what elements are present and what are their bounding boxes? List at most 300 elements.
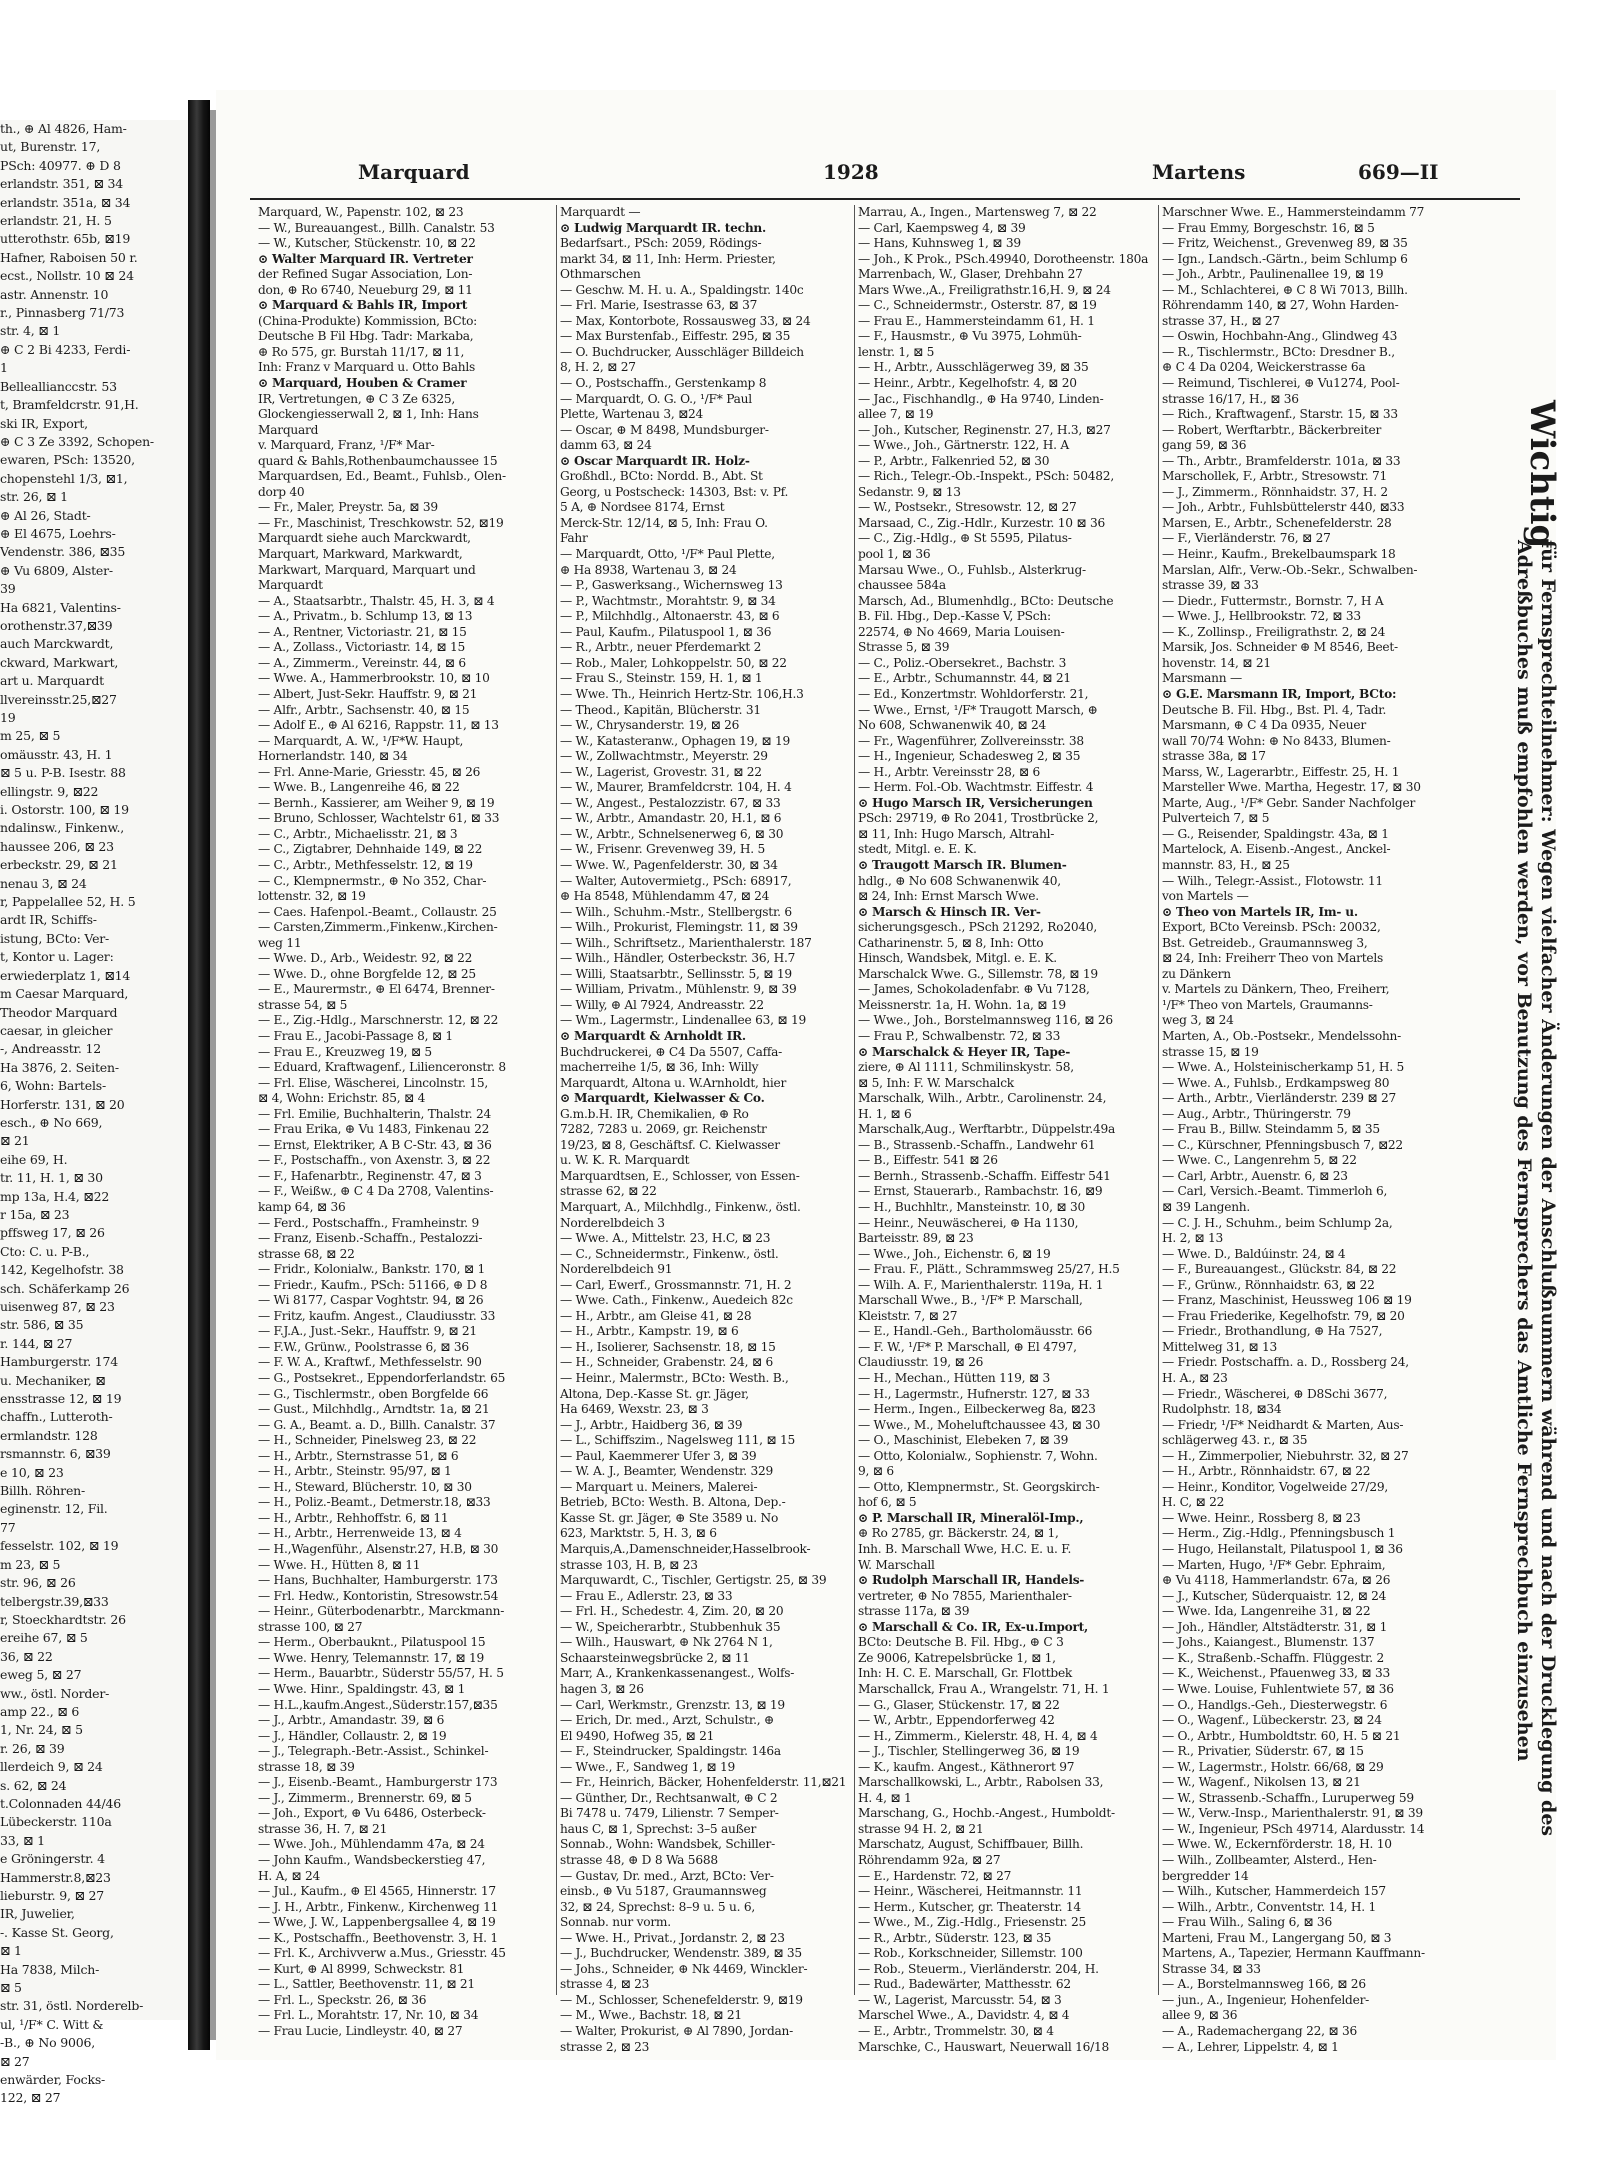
- entry-line: v. Martels zu Dänkern, Theo, Freiherr,: [1162, 982, 1390, 997]
- entry-line: Marschallkowski, L., Arbtr., Rabolsen 33,: [858, 1775, 1104, 1790]
- text-line: -, Andreasstr. 12: [0, 1041, 101, 1057]
- header-rule: [250, 198, 1520, 200]
- entry-line: hof 6, ⊠ 5: [858, 1495, 917, 1510]
- column-2: [560, 205, 850, 2054]
- entry-line: — Herm., Bauarbtr., Süderstr 55/57, H. 5: [258, 1666, 504, 1681]
- entry-line: — Adolf E., ⊕ Al 6216, Rappstr. 11, ⊠ 13: [258, 718, 499, 733]
- entry-line: Marquart, Markward, Markwardt,: [258, 547, 463, 562]
- entry-line: — P., Wachtmstr., Morahtstr. 9, ⊠ 34: [560, 593, 776, 608]
- entry-line: — Franz, Eisenb.-Schaffn., Pestalozzi-: [258, 1231, 483, 1246]
- entry-line: — W., Lagerist, Marcusstr. 54, ⊠ 3: [858, 1992, 1062, 2007]
- entry-line: Mittelweg 31, ⊠ 13: [1162, 1339, 1277, 1354]
- entry-line: Marquis,A.,Damenschneider,Hasselbrook-: [560, 1542, 811, 1557]
- entry-line: — Frau E., Jacobi-Passage 8, ⊠ 1: [258, 1028, 453, 1043]
- text-line: ⊕ C 2 Bi 4233, Ferdi-: [0, 341, 131, 357]
- entry-line: strasse 48, ⊕ D 8 Wa 5688: [560, 1852, 718, 1867]
- text-line: -B., ⊕ No 9006,: [0, 2035, 95, 2051]
- entry-line: — W., Wagenf., Nikolsen 13, ⊠ 21: [1162, 1775, 1361, 1790]
- entry-line: — Rud., Badewärter, Matthesstr. 62: [858, 1977, 1071, 1992]
- entry-line: Marquardtsen, E., Schlosser, von Essen-: [560, 1168, 800, 1183]
- entry-line: — Ernst, Elektriker, A B C-Str. 43, ⊠ 36: [258, 1137, 492, 1152]
- entry-line: Marquard, W., Papenstr. 102, ⊠ 23: [258, 205, 464, 219]
- entry-line: Marquart, A., Milchhdlg., Finkenw., östl.: [560, 1200, 801, 1214]
- entry-line: — Fr., Maschinist, Treschkowstr. 52, ⊠19: [258, 515, 504, 530]
- entry-line: — Wwe. D., Baldúinstr. 24, ⊠ 4: [1162, 1246, 1346, 1261]
- entry-line: damm 63, ⊠ 24: [560, 438, 652, 453]
- entry-line: — G., Postsekret., Eppendorferlandstr. 65: [258, 1371, 506, 1386]
- entry-line: — Willi, Staatsarbtr., Sellinsstr. 5, ⊠ 19: [560, 966, 792, 981]
- entry-line: — H., Isolierer, Sachsenstr. 18, ⊠ 15: [560, 1339, 776, 1354]
- column-3: [858, 205, 1149, 2054]
- entry-line: — A., Zimmerm., Vereinstr. 44, ⊠ 6: [258, 655, 466, 670]
- entry-line: ⊙ Marquardt & Arnholdt IR.: [560, 1028, 746, 1043]
- entry-line: — W., Kutscher, Stückenstr. 10, ⊠ 22: [258, 236, 476, 251]
- entry-line: Marsau Wwe., O., Fuhlsb., Alsterkrug-: [858, 562, 1086, 577]
- text-line: Hammerstr.8,⊠23: [0, 1869, 111, 1885]
- entry-line: — Wwe. W., Pagenfelderstr. 30, ⊠ 34: [560, 857, 778, 872]
- entry-line: 7282, 7283 u. 2069, gr. Reichenstr: [560, 1122, 767, 1137]
- entry-line: H. C, ⊠ 22: [1162, 1495, 1225, 1510]
- entry-line: Marquardt —: [560, 205, 641, 219]
- entry-line: — Herm., Kutscher, gr. Theaterstr. 14: [858, 1899, 1081, 1914]
- entry-line: — Fr., Maler, Preystr. 5a, ⊠ 39: [258, 500, 438, 515]
- text-line: 77: [0, 1519, 16, 1535]
- entry-line: — Frau Wilh., Saling 6, ⊠ 36: [1162, 1915, 1332, 1930]
- entry-line: — J., Händler, Collaustr. 2, ⊠ 19: [258, 1728, 447, 1743]
- entry-line: — Carl, Kaempsweg 4, ⊠ 39: [858, 220, 1026, 235]
- text-line: fesselstr. 102, ⊠ 19: [0, 1538, 119, 1554]
- text-line: ardt IR, Schiffs-: [0, 912, 97, 928]
- entry-line: — C., Schneidermstr., Finkenw., östl.: [560, 1246, 779, 1261]
- entry-line: macherreihe 1/5, ⊠ 36, Inh: Willy: [560, 1060, 759, 1075]
- entry-line: — Carsten,Zimmerm.,Finkenw.,Kirchen-: [258, 920, 498, 935]
- entry-line: — Wwe. Hinr., Spaldingstr. 43, ⊠ 1: [258, 1681, 466, 1696]
- entry-line: — J., Telegraph.-Betr.-Assist., Schinkel-: [258, 1744, 489, 1759]
- entry-line: El 9490, Hofweg 35, ⊠ 21: [560, 1728, 715, 1743]
- entry-line: — Friedr., Wäscherei, ⊕ D8Schi 3677,: [1162, 1386, 1388, 1401]
- entry-line: — Joh., Händler, Altstädterstr. 31, ⊠ 1: [1162, 1619, 1388, 1634]
- entry-line: — Frau E., Hammersteindamm 61, H. 1: [858, 313, 1095, 328]
- entry-line: ¹/F* Theo von Martels, Graumanns-: [1162, 997, 1373, 1012]
- entry-line: — Jul., Kaufm., ⊕ El 4565, Hinnerstr. 17: [258, 1884, 496, 1899]
- entry-line: — Wilh., Telegr.-Assist., Flotowstr. 11: [1162, 873, 1383, 888]
- entry-line: — Carl, Arbtr., Auenstr. 6, ⊠ 23: [1162, 1168, 1348, 1183]
- entry-line: — Frau Erika, ⊕ Vu 1483, Finkenau 22: [258, 1122, 490, 1137]
- entry-line: lottenstr. 32, ⊠ 19: [258, 889, 366, 904]
- text-line: m Caesar Marquard,: [0, 986, 129, 1002]
- entry-line: 5 A, ⊕ Nordsee 8174, Ernst: [560, 500, 725, 515]
- text-line: haussee 206, ⊠ 23: [0, 838, 114, 854]
- entry-line: — Bruno, Schlosser, Wachtelstr 61, ⊠ 33: [258, 811, 500, 826]
- entry-line: strasse 4, ⊠ 23: [560, 1977, 650, 1992]
- text-line: Lübeckerstr. 110a: [0, 1814, 112, 1830]
- entry-line: — Otto, Klempnermstr., St. Georgskirch-: [858, 1479, 1100, 1494]
- entry-line: — C., Zigtabrer, Dehnhaide 149, ⊠ 22: [258, 842, 483, 857]
- entry-line: — M., Schlachterei, ⊕ C 8 Wi 7013, Billh.: [1162, 282, 1408, 297]
- text-line: eginenstr. 12, Fil.: [0, 1501, 108, 1517]
- entry-line: Sedanstr. 9, ⊠ 13: [858, 484, 961, 499]
- text-line: Ha 6821, Valentins-: [0, 599, 121, 615]
- text-line: erwiederplatz 1, ⊠14: [0, 967, 131, 983]
- entry-line: weg 3, ⊠ 24: [1162, 1013, 1234, 1028]
- entry-line: — Wwe. C., Langenrehm 5, ⊠ 22: [1162, 1153, 1357, 1168]
- entry-line: ⊙ Marquardt, Kielwasser & Co.: [560, 1091, 765, 1106]
- entry-line: — Wwe. Heinr., Rossberg 8, ⊠ 23: [1162, 1510, 1361, 1525]
- entry-line: 32, ⊠ 24, Sprechst: 8–9 u. 5 u. 6,: [560, 1899, 756, 1914]
- entry-line: kamp 64, ⊠ 36: [258, 1200, 346, 1214]
- entry-line: Hornerlandstr. 140, ⊠ 34: [258, 749, 408, 764]
- entry-line: — Rob., Steuerm., Vierländerstr. 204, H.: [858, 1961, 1099, 1976]
- entry-line: — J., Buchdrucker, Wendenstr. 389, ⊠ 35: [560, 1946, 802, 1961]
- entry-line: — W., Arbtr., Schnelsenerweg 6, ⊠ 30: [560, 826, 784, 841]
- entry-line: Marrenbach, W., Glaser, Drehbahn 27: [858, 267, 1083, 282]
- entry-line: Martens, A., Tapezier, Hermann Kauffmann-: [1162, 1946, 1425, 1961]
- entry-line: — Wwe., Joh., Borstelmannsweg 116, ⊠ 26: [858, 1013, 1113, 1028]
- entry-line: — Frau P., Schwalbenstr. 72, ⊠ 33: [858, 1028, 1061, 1043]
- text-line: IR, Juwelier,: [0, 1906, 75, 1922]
- entry-line: — E., Zig.-Hdlg., Marschnerstr. 12, ⊠ 22: [258, 1013, 499, 1028]
- entry-line: — Frl. Marie, Isestrasse 63, ⊠ 37: [560, 298, 758, 313]
- text-line: PSch: 40977. ⊕ D 8: [0, 157, 121, 173]
- entry-line: markt 34, ⊠ 11, Inh: Herm. Priester,: [560, 251, 776, 266]
- entry-line: — W., Katasteranw., Ophagen 19, ⊠ 19: [560, 733, 791, 748]
- entry-line: Röhrendamm 140, ⊠ 27, Wohn Harden-: [1162, 298, 1399, 313]
- entry-line: H. 1, ⊠ 6: [858, 1106, 912, 1121]
- entry-line: Röhrendamm 92a, ⊠ 27: [858, 1852, 1001, 1867]
- entry-line: — Joh., Arbtr., Paulinenallee 19, ⊠ 19: [1162, 267, 1384, 282]
- entry-line: Buchdruckerei, ⊕ C4 Da 5507, Caffa-: [560, 1044, 783, 1059]
- entry-line: — Eduard, Kraftwagenf., Lilienceronstr. 8: [258, 1060, 506, 1075]
- entry-line: — R., Arbtr., Süderstr. 123, ⊠ 35: [858, 1930, 1052, 1945]
- entry-line: Strasse 34, ⊠ 33: [1162, 1961, 1261, 1976]
- entry-line: — M., Schlosser, Schenefelderstr. 9, ⊠19: [560, 1992, 803, 2007]
- entry-line: ⊠ 4, Wohn: Erichstr. 85, ⊠ 4: [258, 1091, 426, 1106]
- entry-line: H. A, ⊠ 24: [258, 1868, 321, 1883]
- vertical-notice: [1512, 400, 1562, 1860]
- entry-line: chaussee 584a: [858, 578, 946, 593]
- entry-line: — W., Lagerist, Grovestr. 31, ⊠ 22: [560, 764, 762, 779]
- entry-line: — B., Strassenb.-Schaffn., Landwehr 61: [858, 1137, 1096, 1152]
- header-year: 1928: [823, 160, 879, 184]
- entry-line: — Oswin, Hochbahn-Ang., Glindweg 43: [1162, 329, 1398, 344]
- entry-line: — W., Zollwachtmstr., Meyerstr. 29: [560, 749, 768, 764]
- entry-line: ⊠ 5, Inh: F. W. Marschalck: [858, 1075, 1014, 1090]
- text-line: nenau 3, ⊠ 24: [0, 875, 87, 891]
- entry-line: — W., Chrysanderstr. 19, ⊠ 26: [560, 718, 740, 733]
- entry-line: — Johs., Schneider, ⊕ Nk 4469, Winckler-: [560, 1961, 808, 1976]
- entry-line: — C., Schneidermstr., Osterstr. 87, ⊠ 19: [858, 298, 1097, 313]
- entry-line: — Wwe., Ernst, ¹/F* Traugott Marsch, ⊕: [858, 702, 1098, 717]
- entry-line: — Robert, Werftarbtr., Bäckerbreiter: [1162, 422, 1382, 437]
- entry-line: — Wwe. B., Langenreihe 46, ⊠ 22: [258, 780, 460, 795]
- entry-line: — Johs., Kaiangest., Blumenstr. 137: [1162, 1635, 1375, 1650]
- text-line: ⊕ Vu 6809, Alster-: [0, 562, 113, 578]
- entry-line: IR, Vertretungen, ⊕ C 3 Ze 6325,: [258, 391, 455, 406]
- entry-line: — Wwe. A., Mittelstr. 23, H.C, ⊠ 23: [560, 1231, 771, 1246]
- entry-line: — F., Steindrucker, Spaldingstr. 146a: [560, 1744, 781, 1759]
- entry-line: G.m.b.H. IR, Chemikalien, ⊕ Ro: [560, 1106, 749, 1121]
- entry-line: — E., Handl.-Geh., Bartholomäusstr. 66: [858, 1324, 1093, 1339]
- entry-line: — Ferd., Postschaffn., Framheinstr. 9: [258, 1215, 480, 1230]
- entry-line: bergredder 14: [1162, 1868, 1249, 1883]
- entry-line: — H., Lagermstr., Hufnerstr. 127, ⊠ 33: [858, 1386, 1090, 1401]
- entry-line: (China-Produkte) Kommission, BCto:: [258, 313, 478, 328]
- entry-line: ⊙ Oscar Marquardt IR. Holz-: [560, 453, 750, 468]
- entry-line: — Günther, Dr., Rechtsanwalt, ⊕ C 2: [560, 1790, 778, 1805]
- entry-line: strasse 103, H. B, ⊠ 23: [560, 1557, 698, 1572]
- entry-line: — Wm., Lagermstr., Lindenallee 63, ⊠ 19: [560, 1013, 806, 1028]
- entry-line: — Wwe. Joh., Mühlendamm 47a, ⊠ 24: [258, 1837, 485, 1852]
- entry-line: — William, Privatm., Mühlenstr. 9, ⊠ 39: [560, 982, 797, 997]
- text-line: ecst., Nollstr. 10 ⊠ 24: [0, 268, 134, 284]
- entry-line: — Frau. F., Plätt., Schrammsweg 25/27, H.5: [858, 1262, 1120, 1277]
- text-line: str. 4, ⊠ 1: [0, 323, 61, 339]
- entry-line: strasse 18, ⊠ 39: [258, 1759, 355, 1774]
- entry-line: H. 4, ⊠ 1: [858, 1790, 912, 1805]
- entry-line: 8, H. 2, ⊠ 27: [560, 360, 636, 375]
- entry-line: 22574, ⊕ No 4669, Maria Louisen-: [858, 624, 1065, 639]
- entry-line: — C., Zig.-Hdlg., ⊕ St 5595, Pilatus-: [858, 531, 1072, 546]
- left-facing-page: [0, 120, 188, 2106]
- entry-line: Marschatz, August, Schiffbauer, Billh.: [858, 1837, 1084, 1852]
- entry-line: — Carl, Versich.-Beamt. Timmerloh 6,: [1162, 1184, 1388, 1199]
- text-line: ellingstr. 9, ⊠22: [0, 783, 99, 799]
- text-line: erlandstr. 351a, ⊠ 34: [0, 194, 131, 210]
- entry-line: — Ed., Konzertmstr. Wohldorferstr. 21,: [858, 686, 1089, 701]
- entry-line: strasse 16/17, H., ⊠ 36: [1162, 391, 1299, 406]
- entry-line: hdlg., ⊕ No 608 Schwanenwik 40,: [858, 873, 1061, 888]
- entry-line: Marrau, A., Ingen., Martensweg 7, ⊠ 22: [858, 205, 1097, 219]
- entry-line: Bi 7478 u. 7479, Lilienstr. 7 Semper-: [560, 1806, 779, 1821]
- entry-line: — Heinr., Malermstr., BCto: Westh. B.,: [560, 1371, 789, 1386]
- entry-line: mannstr. 83, H., ⊠ 25: [1162, 857, 1290, 872]
- entry-line: stedt, Mitgl. e. E. K.: [858, 842, 977, 857]
- entry-line: zu Dänkern: [1162, 966, 1231, 981]
- text-line: erlandstr. 351, ⊠ 34: [0, 176, 124, 192]
- entry-line: Marquardt, Altona u. W.Arnholdt, hier: [560, 1075, 787, 1090]
- entry-line: — J., Eisenb.-Beamt., Hamburgerstr 173: [258, 1775, 498, 1790]
- text-line: chaffn., Lutteroth-: [0, 1409, 113, 1425]
- entry-line: — G., Glaser, Stückenstr. 17, ⊠ 22: [858, 1697, 1060, 1712]
- entry-line: — Franz, Maschinist, Heussweg 106 ⊠ 19: [1162, 1293, 1412, 1308]
- entry-line: — C., Arbtr., Methfesselstr. 12, ⊠ 19: [258, 857, 473, 872]
- text-line: auch Marckwardt,: [0, 636, 114, 652]
- entry-line: — Ign., Landsch.-Gärtn., beim Schlump 6: [1162, 251, 1408, 266]
- entry-line: — Geschw. M. H. u. A., Spaldingstr. 140c: [560, 282, 804, 297]
- entry-line: — Max, Kontorbote, Rossausweg 33, ⊠ 24: [560, 313, 811, 328]
- text-line: istung, BCto: Ver-: [0, 930, 110, 946]
- entry-line: — Alfr., Arbtr., Sachsenstr. 40, ⊠ 15: [258, 702, 470, 717]
- entry-line: — Willy, ⊕ Al 7924, Andreasstr. 22: [560, 997, 764, 1012]
- column-1: [258, 205, 548, 2038]
- entry-line: — W., Strassenb.-Schaffn., Luruperweg 59: [1162, 1790, 1414, 1805]
- entry-line: der Refined Sugar Association, Lon-: [258, 267, 473, 282]
- entry-line: strasse 15, ⊠ 19: [1162, 1044, 1259, 1059]
- entry-line: Großhdl., BCto: Nordd. B., Abt. St: [560, 469, 763, 484]
- entry-line: ⊙ Walter Marquard IR. Vertreter: [258, 251, 473, 266]
- entry-line: Marslan, Alfr., Verw.-Ob.-Sekr., Schwalben-: [1162, 562, 1418, 577]
- entry-line: v. Marquard, Franz, ¹/F* Mar-: [258, 438, 435, 453]
- text-line: r, Pappelallee 52, H. 5: [0, 894, 136, 910]
- text-line: 6, Wohn: Bartels-: [0, 1078, 106, 1094]
- entry-line: — G., Reisender, Spaldingstr. 43a, ⊠ 1: [1162, 826, 1389, 841]
- entry-line: — Oscar, ⊕ M 8498, Mundsburger-: [560, 422, 769, 437]
- entry-line: strasse 54, ⊠ 5: [258, 997, 348, 1012]
- entry-line: — R., Tischlermstr., BCto: Dresdner B.,: [1162, 344, 1395, 359]
- entry-line: Plette, Wartenau 3, ⊠24: [560, 407, 704, 422]
- text-line: orothenstr.37,⊠39: [0, 617, 113, 633]
- text-line: chopenstehl 1/3, ⊠1,: [0, 470, 128, 486]
- entry-line: — jun., A., Ingenieur, Hohenfelder-: [1162, 1992, 1370, 2007]
- text-line: 36, ⊠ 22: [0, 1648, 53, 1664]
- entry-line: Glockengiesserwall 2, ⊠ 1, Inh: Hans: [258, 407, 479, 422]
- entry-line: — E., Arbtr., Trommelstr. 30, ⊠ 4: [858, 2023, 1054, 2038]
- entry-line: ⊙ Marquard & Bahls IR, Import: [258, 298, 468, 313]
- entry-line: — E., Arbtr., Schumannstr. 44, ⊠ 21: [858, 671, 1071, 686]
- entry-line: ⊙ Traugott Marsch IR. Blumen-: [858, 857, 1067, 872]
- entry-line: Rudolphstr. 18, ⊠34: [1162, 1402, 1282, 1417]
- entry-line: — W., Lagermstr., Holstr. 66/68, ⊠ 29: [1162, 1759, 1384, 1774]
- entry-line: Merck-Str. 12/14, ⊠ 5, Inh: Frau O.: [560, 515, 768, 530]
- text-line: e 10, ⊠ 23: [0, 1464, 64, 1480]
- entry-line: weg 11: [258, 935, 302, 950]
- entry-line: — Arth., Arbtr., Vierländerstr. 239 ⊠ 27: [1162, 1091, 1396, 1106]
- entry-line: ⊕ Ro 2785, gr. Bäckerstr. 24, ⊠ 1,: [858, 1526, 1059, 1541]
- entry-line: — Friedr., Brothandlung, ⊕ Ha 7527,: [1162, 1324, 1383, 1339]
- entry-line: — Frau Emmy, Borgeschstr. 16, ⊠ 5: [1162, 220, 1375, 235]
- text-line: esch., ⊕ No 669,: [0, 1114, 103, 1130]
- entry-line: — W., Bureauangest., Billh. Canalstr. 53: [258, 220, 495, 235]
- entry-line: — H., Steward, Blücherstr. 10, ⊠ 30: [258, 1479, 472, 1494]
- entry-line: — A., Borstelmannsweg 166, ⊠ 26: [1162, 1977, 1366, 1992]
- entry-line: ⊙ Marschalck & Heyer IR, Tape-: [858, 1044, 1071, 1059]
- entry-line: — Wwe., F., Sandweg 1, ⊠ 19: [560, 1759, 735, 1774]
- entry-line: — Heinr., Neuwäscherei, ⊕ Ha 1130,: [858, 1215, 1079, 1230]
- entry-line: — Joh., K Prok., PSch.49940, Dorotheenstr. 180a: [858, 251, 1149, 266]
- entry-line: — Fr., Wagenführer, Zollvereinsstr. 38: [858, 733, 1084, 748]
- entry-line: — Aug., Arbtr., Thüringerstr. 79: [1162, 1106, 1351, 1121]
- left-page-text: [0, 120, 188, 2108]
- entry-line: — Fritz, kaufm. Angest., Claudiusstr. 33: [258, 1308, 496, 1323]
- entry-line: — P., Arbtr., Falkenried 52, ⊠ 30: [858, 453, 1050, 468]
- entry-line: — F.J.A., Just.-Sekr., Hauffstr. 9, ⊠ 21: [258, 1324, 477, 1339]
- entry-line: — Fridr., Kolonialw., Bankstr. 170, ⊠ 1: [258, 1262, 485, 1277]
- entry-line: — Caes. Hafenpol.-Beamt., Collaustr. 25: [258, 904, 497, 919]
- entry-line: — Herm., Zig.-Hdlg., Pfenningsbusch 1: [1162, 1526, 1396, 1541]
- entry-line: Kasse St. gr. Jäger, ⊕ Ste 3589 u. No: [560, 1510, 779, 1525]
- entry-line: — Carl, Ewerf., Grossmannstr. 71, H. 2: [560, 1277, 792, 1292]
- entry-line: — Heinr., Kaufm., Brekelbaumspark 18: [1162, 547, 1396, 562]
- entry-line: Sonnab. nur vorm.: [560, 1915, 671, 1930]
- entry-line: Barteisstr. 89, ⊠ 23: [858, 1231, 974, 1246]
- entry-line: — C. J. H., Schuhm., beim Schlump 2a,: [1162, 1215, 1393, 1230]
- entry-line: — Diedr., Futtermstr., Bornstr. 7, H A: [1162, 593, 1384, 608]
- entry-line: — Paul, Kaufm., Pilatuspool 1, ⊠ 36: [560, 624, 772, 639]
- entry-line: — A., Zollass., Victoriastr. 14, ⊠ 15: [258, 640, 466, 655]
- entry-line: — H., Arbtr., Steinstr. 95/97, ⊠ 1: [258, 1464, 452, 1479]
- text-line: str. 31, östl. Norderelb-: [0, 1998, 144, 2014]
- entry-line: ⊠ 39 Langenh.: [1162, 1200, 1251, 1214]
- entry-line: — Hans, Kuhnsweg 1, ⊠ 39: [858, 236, 1021, 251]
- text-line: Cto: C. u. P-B.,: [0, 1243, 90, 1259]
- text-line: Belleallianccstr. 53: [0, 378, 117, 394]
- entry-line: — W., Maurer, Bramfeldcrstr. 104, H. 4: [560, 780, 792, 795]
- text-line: 33, ⊠ 1: [0, 1832, 45, 1848]
- entry-line: Marschang, G., Hochb.-Angest., Humboldt-: [858, 1806, 1115, 1821]
- entry-line: Inh. B. Marschall Wwe, H.C. E. u. F.: [858, 1542, 1072, 1557]
- entry-line: ⊠ 24, Inh: Ernst Marsch Wwe.: [858, 889, 1039, 904]
- entry-line: Marsteller Wwe. Martha, Hegestr. 17, ⊠ 30: [1162, 780, 1421, 795]
- entry-line: ⊕ Vu 4118, Hammerlandstr. 67a, ⊠ 26: [1162, 1573, 1391, 1588]
- text-line: enwärder, Focks-: [0, 2072, 106, 2088]
- entry-line: Marschalk,Aug., Werftarbtr., Düppelstr.49a: [858, 1122, 1115, 1137]
- entry-line: — W., Postsekr., Stresowstr. 12, ⊠ 27: [858, 500, 1077, 515]
- entry-line: — Rob., Korkschneider, Sillemstr. 100: [858, 1946, 1083, 1961]
- entry-line: Sonnab., Wohn: Wandsbek, Schiller-: [560, 1837, 775, 1852]
- entry-line: — Wilh., Zollbeamter, Alsterd., Hen-: [1162, 1852, 1377, 1867]
- entry-line: — Joh., Export, ⊕ Vu 6486, Osterbeck-: [258, 1806, 486, 1821]
- entry-line: — Wwe. A., Fuhlsb., Erdkampsweg 80: [1162, 1075, 1390, 1090]
- entry-line: — Otto, Kolonialw., Sophienstr. 7, Wohn.: [858, 1448, 1098, 1463]
- entry-line: — Wilh., Hauswart, ⊕ Nk 2764 N 1,: [560, 1635, 773, 1650]
- entry-line: — Erich, Dr. med., Arzt, Schulstr., ⊕: [560, 1713, 774, 1728]
- entry-line: u. W. K. R. Marquardt: [560, 1153, 690, 1168]
- entry-line: — Marquardt, O. G. O., ¹/F* Paul: [560, 391, 752, 406]
- entry-line: Export, BCto Vereinsb. PSch: 20032,: [1162, 920, 1381, 935]
- entry-line: — John Kaufm., Wandsbeckerstieg 47,: [258, 1852, 486, 1867]
- entry-line: Inh: Franz v Marquard u. Otto Bahls: [258, 360, 476, 375]
- entry-line: — Frl. K., Archivverw a.Mus., Griesstr. 45: [258, 1946, 506, 1961]
- text-line: str. 586, ⊠ 35: [0, 1317, 84, 1333]
- entry-line: — E., Hardenstr. 72, ⊠ 27: [858, 1868, 1012, 1883]
- text-line: ermlandstr. 128: [0, 1427, 98, 1443]
- entry-line: Marr, A., Krankenkassenangest., Wolfs-: [560, 1666, 795, 1681]
- entry-line: don, ⊕ Ro 6740, Neueburg 29, ⊠ 11: [258, 282, 473, 297]
- text-line: ckward, Markwart,: [0, 654, 119, 670]
- text-line: Hamburgerstr. 174: [0, 1354, 119, 1370]
- entry-line: Marschalck Wwe. G., Sillemstr. 78, ⊠ 19: [858, 966, 1098, 981]
- entry-line: — Marquardt, Otto, ¹/F* Paul Plette,: [560, 547, 775, 562]
- entry-line: ⊕ C 4 Da 0204, Weickerstrasse 6a: [1162, 360, 1366, 375]
- entry-line: ⊙ Theo von Martels IR, Im- u.: [1162, 904, 1358, 919]
- entry-line: Schaarsteinwegsbrücke 2, ⊠ 11: [560, 1650, 750, 1665]
- entry-line: — H.L.,kaufm.Angest.,Süderstr.157,⊠35: [258, 1697, 498, 1712]
- entry-line: strasse 94 H. 2, ⊠ 21: [858, 1821, 984, 1836]
- entry-line: Othmarschen: [560, 267, 641, 282]
- entry-line: Marss, W., Lagerarbtr., Eiffestr. 25, H. 1: [1162, 764, 1400, 779]
- entry-line: vertreter, ⊕ No 7855, Marienthaler-: [858, 1588, 1072, 1603]
- entry-line: — C., Klempnermstr., ⊕ No 352, Char-: [258, 873, 487, 888]
- text-line: i. Ostorstr. 100, ⊠ 19: [0, 802, 129, 818]
- entry-line: strasse 38a, ⊠ 17: [1162, 749, 1266, 764]
- entry-line: — Wi 8177, Caspar Voghtstr. 94, ⊠ 26: [258, 1293, 484, 1308]
- text-line: tr. 11, H. 1, ⊠ 30: [0, 1170, 103, 1186]
- entry-line: — F. W., ¹/F* P. Marschall, ⊕ El 4797,: [858, 1339, 1077, 1354]
- entry-line: ⊕ Ro 575, gr. Burstah 11/17, ⊠ 11,: [258, 344, 465, 359]
- text-line: ski IR, Export,: [0, 415, 88, 431]
- entry-line: — K., Weichenst., Pfauenweg 33, ⊠ 33: [1162, 1666, 1391, 1681]
- entry-line: — Wwe. Louise, Fuhlentwiete 57, ⊠ 36: [1162, 1681, 1394, 1696]
- entry-line: — K., Zollinsp., Freiligrathstr. 2, ⊠ 24: [1162, 624, 1386, 639]
- entry-line: — Wilh. A. F., Marienthalerstr. 119a, H. 1: [858, 1277, 1104, 1292]
- entry-line: BCto: Deutsche B. Fil. Hbg., ⊕ C 3: [858, 1635, 1064, 1650]
- entry-line: — Paul, Kaemmerer Ufer 3, ⊠ 39: [560, 1448, 757, 1463]
- entry-line: — Wwe. A., Hammerbrookstr. 10, ⊠ 10: [258, 671, 490, 686]
- entry-line: — Herm., Oberbauknt., Pilatuspool 15: [258, 1635, 486, 1650]
- entry-line: — J., Tischler, Stellingerweg 36, ⊠ 19: [858, 1744, 1080, 1759]
- entry-line: — F., Postschaffn., von Axenstr. 3, ⊠ 22: [258, 1153, 491, 1168]
- entry-line: — H., Zimmerpolier, Niebuhrstr. 32, ⊠ 27: [1162, 1448, 1409, 1463]
